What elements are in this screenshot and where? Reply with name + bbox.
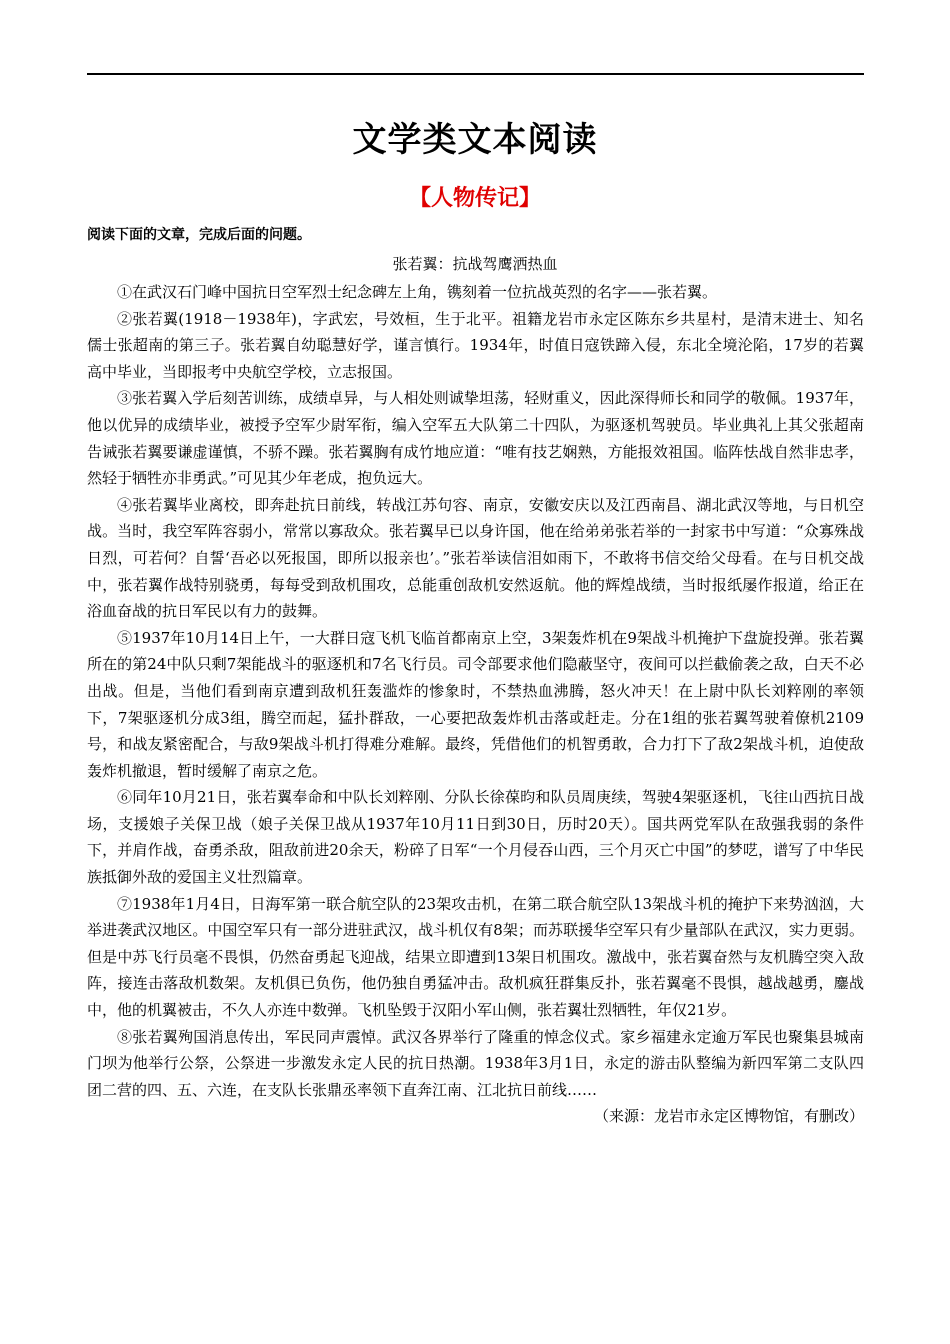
paragraph-3: ③张若翼入学后刻苦训练，成绩卓异，与人相处则诚挚坦荡，轻财重义，因此深得师长和同学的敬佩。1937年，他以优异的成绩毕业，被授予空军少尉军衔，编入空军五大队第二十四队，为驱逐机驾驶员。毕业典礼上其父张超南告诫张若翼要谦虚谨慎，不骄不躁。张若翼胸有成竹地应道：“唯有技艺娴熟，方能报效祖国。临阵怯战自然非忠孝，然轻于牺牲亦非勇武。”可见其少年老成，抱负远大。 <box>87 389 864 488</box>
page-title: 文学类文本阅读 <box>352 120 598 160</box>
paragraph-6: ⑥同年10月21日，张若翼奉命和中队长刘粹刚、分队长徐葆昀和队员周庚续，驾驶4架驱逐机，飞往山西抗日战场，支援娘子关保卫战（娘子关保卫战从1937年10月11日到30日，历时20天）。国共两党军队在敌强我弱的条件下，并肩作战，奋勇杀敌，阻敌前进20余天，粉碎了日军“一个月侵吞山西，三个月灭亡中国”的梦呓，谱写了中华民族抵御外敌的爱国主义壮烈篇章。 <box>87 788 864 887</box>
paragraph-1: ①在武汉石门峰中国抗日空军烈士纪念碑左上角，镌刻着一位抗战英烈的名字——张若翼。 <box>117 283 718 301</box>
paragraph-7: ⑦1938年1月4日，日海军第一联合航空队的23架攻击机，在第二联合航空队13架战斗机的掩护下来势汹汹，大举进袭武汉地区。中国空军只有一部分进驻武汉，战斗机仅有8架；而苏联援华空军只有少量部队在武汉，实力更弱。但是中苏飞行员毫不畏惧，仍然奋勇起飞迎战，结果立即遭到13架日机围攻。激战中，张若翼奋然与友机腾空突入敌阵，接连击落敌机数架。友机俱已负伤，他仍独自勇猛冲击。敌机疯狂群集反扑，张若翼毫不畏惧，越战越勇，鏖战中，他的机翼被击，不久人亦连中数弹。飞机坠毁于汉阳小军山侧，张若翼壮烈牺牲，年仅21岁。 <box>87 894 864 1020</box>
source-note: （来源：龙岩市永定区博物馆，有删改） <box>593 1107 864 1126</box>
paragraph-2: ②张若翼(1918－1938年)，字武宏，号效桓，生于北平。祖籍龙岩市永定区陈东乡共星村，是清末进士、知名儒士张超南的第三子。张若翼自幼聪慧好学，谨言慎行。1934年，时值日寇铁蹄入侵，东北全境沦陷，17岁的若翼高中毕业，当即报考中央航空学校，立志报国。 <box>87 309 864 381</box>
article-title: 张若翼：抗战驾鹰洒热血 <box>392 255 558 273</box>
reading-instruction: 阅读下面的文章，完成后面的问题。 <box>87 227 311 243</box>
article-body <box>87 279 864 1130</box>
header-rule <box>87 73 864 75</box>
paragraph-5: ⑤1937年10月14日上午，一大群日寇飞机飞临首都南京上空，3架轰炸机在9架战斗机掩护下盘旋投弹。张若翼所在的第24中队只剩7架能战斗的驱逐机和7名飞行员。司令部要求他们隐蔽坚守，夜间可以拦截偷袭之敌，白天不必出战。但是，当他们看到南京遭到敌机狂轰滥炸的惨象时，不禁热血沸腾，怒火冲天！在上尉中队长刘粹刚的率领下，7架驱逐机分成3组，腾空而起，猛扑群敌，一心要把敌轰炸机击落或赶走。分在1组的张若翼驾驶着僚机2109号，和战友紧密配合，与敌9架战斗机打得难分难解。最终，凭借他们的机智勇敢，合力打下了敌2架战斗机，迫使敌轰炸机撤退，暂时缓解了南京之危。 <box>87 628 864 780</box>
paragraph-4: ④张若翼毕业离校，即奔赴抗日前线，转战江苏句容、南京，安徽安庆以及江西南昌、湖北武汉等地，与日机空战。当时，我空军阵容弱小，常常以寡敌众。张若翼早已以身许国，他在给弟弟张若举的一封家书中写道：“众寡殊战日烈，可若何？自誓‘吾必以死报国，即所以报亲也’。”张若举读信泪如雨下，不敢将书信交给父母看。在与日机交战中，张若翼作战特别骁勇，每每受到敌机围攻，总能重创敌机安然返航。他的辉煌战绩，当时报纸屡作报道，给正在浴血奋战的抗日军民以有力的鼓舞。 <box>87 495 864 621</box>
paragraph-8: ⑧张若翼殉国消息传出，军民同声震悼。武汉各界举行了隆重的悼念仪式。家乡福建永定逾万军民也聚集县城南门坝为他举行公祭，公祭进一步激发永定人民的抗日热潮。1938年3月1日，永定的游击队整编为新四军第二支队四团二营的四、五、六连，在支队长张鼎丞率领下直奔江南、江北抗日前线…… <box>87 1027 864 1099</box>
section-label: 【人物传记】 <box>408 186 541 211</box>
